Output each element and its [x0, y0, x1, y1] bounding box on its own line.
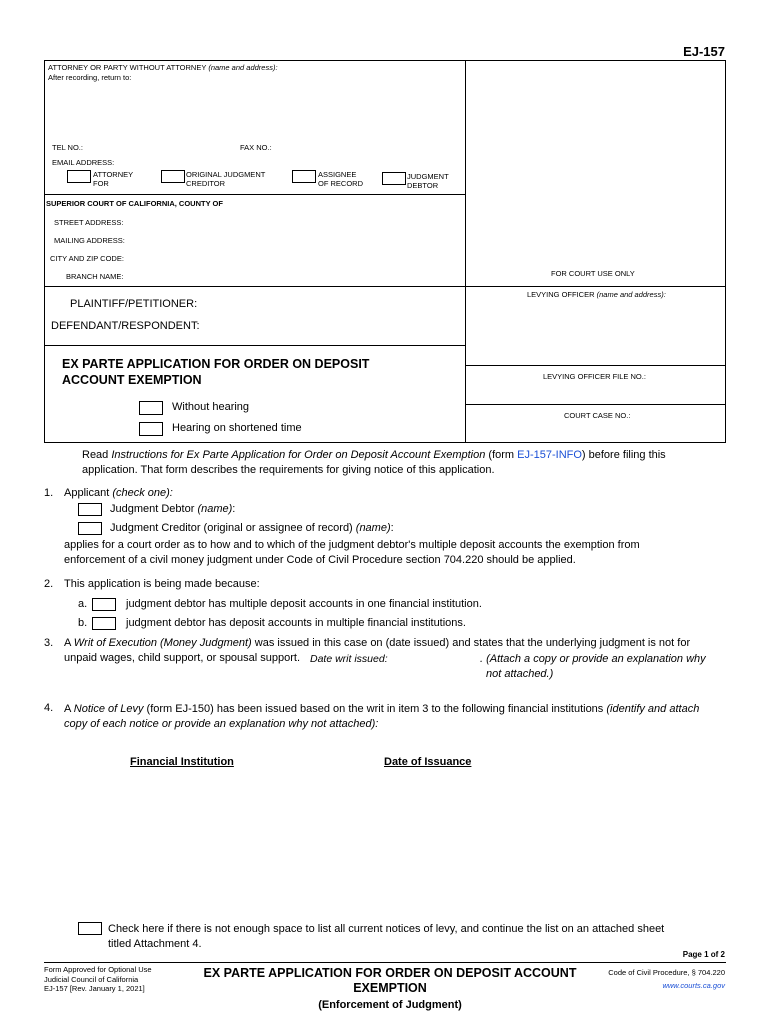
- item2b-letter: b.: [78, 617, 88, 629]
- code-citation: Code of Civil Procedure, § 704.220 www.courts.ca.gov: [608, 968, 725, 990]
- levying-officer-divider: [465, 365, 726, 366]
- intro-text: Read Instructions for Ex Parte Application for Order on Deposit Account Exemption (form EJ-157-INFO) before filing this application. That form describes the requirements for giving notice of this application.: [82, 449, 666, 476]
- levying-officer-label: LEVYING OFFICER (name and address):: [527, 290, 666, 299]
- attorney-label: ATTORNEY OR PARTY WITHOUT ATTORNEY (name and address):: [48, 63, 278, 72]
- judgment-debtor-checkbox[interactable]: [382, 172, 406, 185]
- item2-number: 2.: [44, 578, 54, 590]
- court-title: SUPERIOR COURT OF CALIFORNIA, COUNTY OF: [46, 199, 223, 208]
- caption-divider: [465, 60, 466, 443]
- item3-attach-note: . (Attach a copy or provide an explanation why not attached.): [480, 653, 706, 680]
- fax-label: FAX NO.:: [240, 143, 272, 152]
- city-zip-label: CITY AND ZIP CODE:: [50, 254, 124, 263]
- street-address-label: STREET ADDRESS:: [54, 218, 124, 227]
- item2b-text: judgment debtor has deposit accounts in multiple financial institutions.: [126, 617, 466, 629]
- plaintiff-label: PLAINTIFF/PETITIONER:: [70, 298, 198, 310]
- after-recording-label: After recording, return to:: [48, 73, 132, 82]
- assignee-label: ASSIGNEE OF RECORD: [318, 170, 363, 188]
- court-use-label: FOR COURT USE ONLY: [551, 269, 635, 278]
- page-number: Page 1 of 2: [682, 950, 725, 959]
- original-creditor-label: ORIGINAL JUDGMENT CREDITOR: [186, 170, 266, 188]
- branch-name-label: BRANCH NAME:: [66, 272, 124, 281]
- judgment-debtor-applicant-checkbox[interactable]: [78, 503, 102, 516]
- item4-number: 4.: [44, 702, 54, 714]
- judgment-debtor-label: JUDGMENT DEBTOR: [407, 172, 449, 190]
- date-of-issuance-header: Date of Issuance: [384, 756, 472, 768]
- document-title: EX PARTE APPLICATION FOR ORDER ON DEPOSIT ACCOUNT EXEMPTION: [62, 357, 370, 387]
- ej-157-info-link[interactable]: EJ-157-INFO: [517, 449, 582, 461]
- mailing-address-label: MAILING ADDRESS:: [54, 236, 125, 245]
- item2a-checkbox[interactable]: [92, 598, 116, 611]
- without-hearing-label: Without hearing: [172, 401, 250, 413]
- item2a-text: judgment debtor has multiple deposit accounts in one financial institution.: [126, 598, 482, 610]
- financial-institution-header: Financial Institution: [130, 756, 234, 768]
- tel-label: TEL NO.:: [52, 143, 83, 152]
- email-label: EMAIL ADDRESS:: [52, 158, 115, 167]
- court-section-divider: [44, 286, 726, 287]
- shortened-time-label: Hearing on shortened time: [172, 422, 302, 434]
- attorney-for-label: ATTORNEY FOR: [93, 170, 134, 188]
- item1-text: applies for a court order as to how and to which of the judgment debtor's multiple deposit accounts the exemption from enforcement of a civil money judgment under Code of Civil Procedure section 704.220 should be applied.: [64, 539, 640, 566]
- form-number: EJ-157: [683, 44, 725, 59]
- judgment-creditor-applicant-label: Judgment Creditor (original or assignee of record) (name):: [110, 522, 394, 534]
- judgment-debtor-applicant-label: Judgment Debtor (name):: [110, 503, 236, 515]
- original-creditor-checkbox[interactable]: [161, 170, 185, 183]
- shortened-time-checkbox[interactable]: [139, 422, 163, 436]
- item3-number: 3.: [44, 637, 54, 649]
- item1-number: 1.: [44, 487, 54, 499]
- form-approval: Form Approved for Optional Use Judicial Council of California EJ-157 [Rev. January 1, 2021]: [44, 965, 152, 993]
- attachment-4-text: Check here if there is not enough space to list all current notices of levy, and continue the list on an attached sheet titled Attachment 4.: [108, 923, 665, 950]
- court-case-label: COURT CASE NO.:: [564, 411, 631, 420]
- date-writ-issued-label: Date writ issued:: [310, 653, 388, 665]
- attorney-section-divider: [44, 194, 465, 195]
- attachment-4-checkbox[interactable]: [78, 922, 102, 935]
- parties-divider: [44, 345, 465, 346]
- item2b-checkbox[interactable]: [92, 617, 116, 630]
- item1-label: Applicant (check one):: [64, 487, 173, 499]
- item4-text: A Notice of Levy (form EJ-150) has been issued based on the writ in item 3 to the following financial institutions (identify and attach copy of each notice or provide an explanation why not attached):: [64, 703, 700, 730]
- judgment-creditor-applicant-checkbox[interactable]: [78, 522, 102, 535]
- item3-line2: unpaid wages, child support, or spousal support.: [64, 652, 301, 664]
- levying-officer-file-label: LEVYING OFFICER FILE NO.:: [543, 372, 646, 381]
- without-hearing-checkbox[interactable]: [139, 401, 163, 415]
- attorney-for-checkbox[interactable]: [67, 170, 91, 183]
- courts-website-link[interactable]: www.courts.ca.gov: [662, 981, 725, 990]
- footer-rule: [44, 962, 726, 963]
- file-number-divider: [465, 404, 726, 405]
- footer-title: EX PARTE APPLICATION FOR ORDER ON DEPOSIT ACCOUNT EXEMPTION (Enforcement of Judgment): [203, 966, 577, 1011]
- item2-label: This application is being made because:: [64, 578, 260, 590]
- assignee-checkbox[interactable]: [292, 170, 316, 183]
- item3-text: A Writ of Execution (Money Judgment) was issued in this case on (date issued) and states that the underlying judgment is not for: [64, 637, 691, 649]
- item2a-letter: a.: [78, 598, 88, 610]
- defendant-label: DEFENDANT/RESPONDENT:: [51, 320, 200, 332]
